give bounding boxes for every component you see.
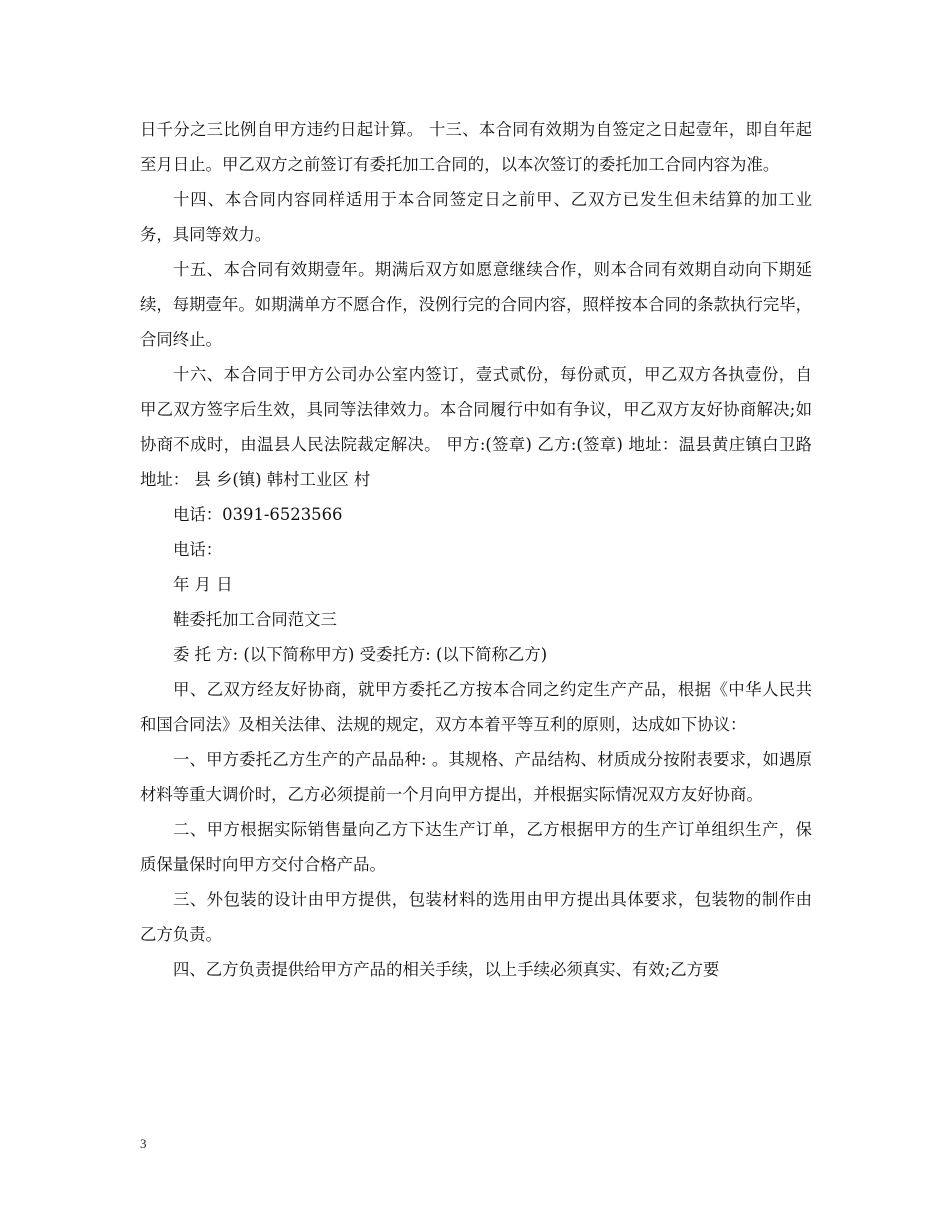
paragraph-clause-2: 二、甲方根据实际销售量向乙方下达生产订单，乙方根据甲方的生产订单组织生产，保质保量保时向甲方交付合格产品。 — [140, 820, 812, 874]
date-line: 年 月 日 — [173, 575, 233, 594]
paragraph-preamble: 甲、乙双方经友好协商，就甲方委托乙方按本合同之约定生产产品，根据《中华人民共和国合同法》及相关法律、法规的规定，双方本着平等互利的原则，达成如下协议： — [140, 680, 812, 734]
paragraph-clause-13: 日千分之三比例自甲方违约日起计算。 十三、本合同有效期为自签定之日起壹年，即自年起至月日止。甲乙双方之前签订有委托加工合同的，以本次签订的委托加工合同内容为准。 — [140, 120, 812, 174]
phone-line-party-b: 电话： — [173, 540, 223, 559]
phone-line-party-a: 电话：0391-6523566 — [173, 505, 343, 524]
parties-line: 委 托 方: (以下简称甲方) 受委托方: (以下简称乙方) — [173, 645, 548, 664]
document-body — [140, 112, 812, 987]
paragraph-clause-4: 四、乙方负责提供给甲方产品的相关手续，以上手续必须真实、有效;乙方要 — [173, 960, 720, 979]
paragraph-clause-15: 十五、本合同有效期壹年。期满后双方如愿意继续合作，则本合同有效期自动向下期延续，每期壹年。如期满单方不愿合作，没例行完的合同内容，照样按本合同的条款执行完毕，合同终止。 — [140, 260, 813, 349]
paragraph-clause-16: 十六、本合同于甲方公司办公室内签订，壹式贰份，每份贰页，甲乙双方各执壹份，自甲乙双方签字后生效，具同等法律效力。本合同履行中如有争议，甲乙双方友好协商解决;如协商不成时，由温县人民法院裁定解决。 甲方:(签章) 乙方:(签章) 地址：温县黄庄镇白卫路 地址： 县 乡(镇) 韩村工业区 村 — [140, 365, 812, 489]
paragraph-clause-3: 三、外包装的设计由甲方提供，包装材料的选用由甲方提出具体要求，包装物的制作由乙方负责。 — [140, 890, 812, 944]
section-title: 鞋委托加工合同范文三 — [173, 610, 337, 629]
paragraph-clause-1: 一、甲方委托乙方生产的产品品种: 。其规格、产品结构、材质成分按附表要求，如遇原材料等重大调价时，乙方必须提前一个月向甲方提出，并根据实际情况双方友好协商。 — [140, 750, 812, 804]
paragraph-clause-14: 十四、本合同内容同样适用于本合同签定日之前甲、乙双方已发生但未结算的加工业务，具同等效力。 — [140, 190, 812, 244]
page-number: 3 — [140, 1136, 147, 1151]
